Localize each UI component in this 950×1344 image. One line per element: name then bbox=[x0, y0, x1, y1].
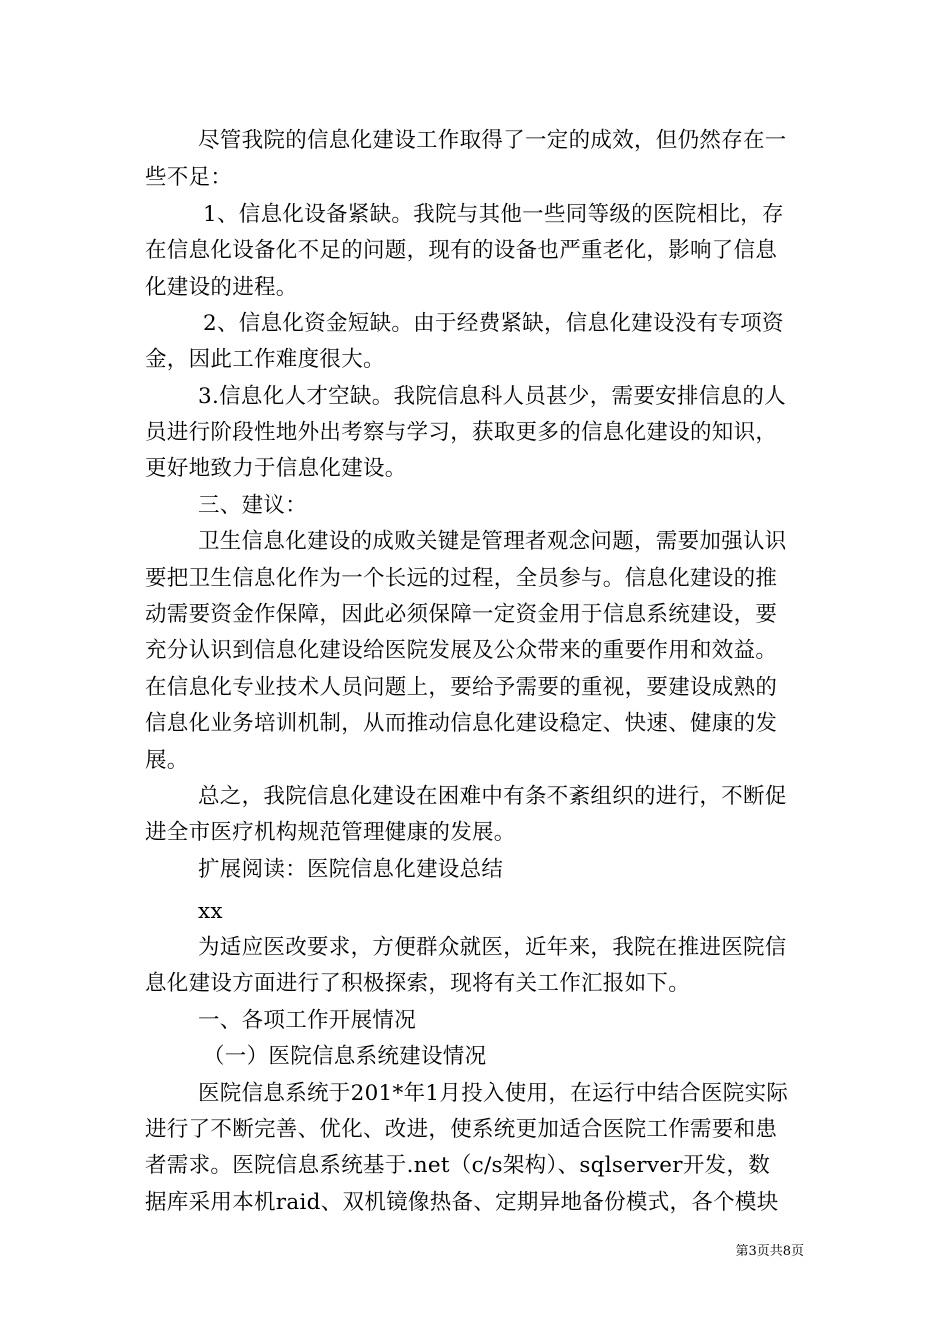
text-line: 展。 bbox=[145, 748, 189, 773]
section-heading: 一、各项工作开展情况 bbox=[198, 1008, 417, 1033]
text-line: 3.信息化人才空缺。我院信息科人员甚少，需要安排信息的人 bbox=[198, 384, 786, 409]
text-line: 为适应医改要求，方便群众就医，近年来，我院在推进医院信 bbox=[198, 935, 787, 960]
text-line: 化建设的进程。 bbox=[145, 275, 298, 300]
text-line: 些不足： bbox=[145, 165, 233, 190]
section-heading: 三、建议： bbox=[198, 493, 308, 518]
text-line: 医院信息系统于201*年1月投入使用，在运行中结合医院实际 bbox=[198, 1081, 789, 1106]
text-line: 充分认识到信息化建设给医院发展及公众带来的重要作用和效益。 bbox=[145, 638, 778, 663]
text-line: 总之，我院信息化建设在困难中有条不紊组织的进行，不断促 bbox=[198, 784, 787, 809]
text-line: 卫生信息化建设的成败关键是管理者观念问题，需要加强认识 bbox=[198, 529, 787, 554]
text-line: 1、信息化设备紧缺。我院与其他一些同等级的医院相比，存 bbox=[203, 202, 784, 227]
text-line: 员进行阶段性地外出考察与学习，获取更多的信息化建设的知识， bbox=[145, 420, 778, 445]
text-line: 尽管我院的信息化建设工作取得了一定的成效，但仍然存在一 bbox=[198, 128, 787, 153]
page-number: 第3页共8页 bbox=[735, 1244, 804, 1259]
text-line: 进行了不断完善、优化、改进，使系统更加适合医院工作需要和患 bbox=[145, 1117, 778, 1142]
text-line: 更好地致力于信息化建设。 bbox=[145, 456, 407, 481]
section-heading: （一）医院信息系统建设情况 bbox=[203, 1044, 487, 1069]
text-line: 金，因此工作难度很大。 bbox=[145, 347, 385, 372]
text-line: 者需求。医院信息系统基于.net（c/s架构）、sqlserver开发，数 bbox=[145, 1153, 771, 1178]
text-line: 信息化业务培训机制，从而推动信息化建设稳定、快速、健康的发 bbox=[145, 711, 778, 736]
text-line: 2、信息化资金短缺。由于经费紧缺，信息化建设没有专项资 bbox=[203, 311, 784, 336]
text-line: 在信息化专业技术人员问题上，要给予需要的重视，要建设成熟的 bbox=[145, 675, 778, 700]
text-line: xx bbox=[198, 899, 223, 924]
text-line: 动需要资金作保障，因此必须保障一定资金用于信息系统建设，要 bbox=[145, 602, 778, 627]
text-line: 要把卫生信息化作为一个长远的过程，全员参与。信息化建设的推 bbox=[145, 566, 778, 591]
text-line: 在信息化设备化不足的问题，现有的设备也严重老化，影响了信息 bbox=[145, 238, 778, 263]
text-line: 进全市医疗机构规范管理健康的发展。 bbox=[145, 820, 516, 845]
section-heading: 扩展阅读：医院信息化建设总结 bbox=[198, 857, 504, 882]
text-line: 息化建设方面进行了积极探索，现将有关工作汇报如下。 bbox=[145, 971, 691, 996]
text-line: 据库采用本机raid、双机镜像热备、定期异地备份模式，各个模块 bbox=[145, 1190, 779, 1215]
